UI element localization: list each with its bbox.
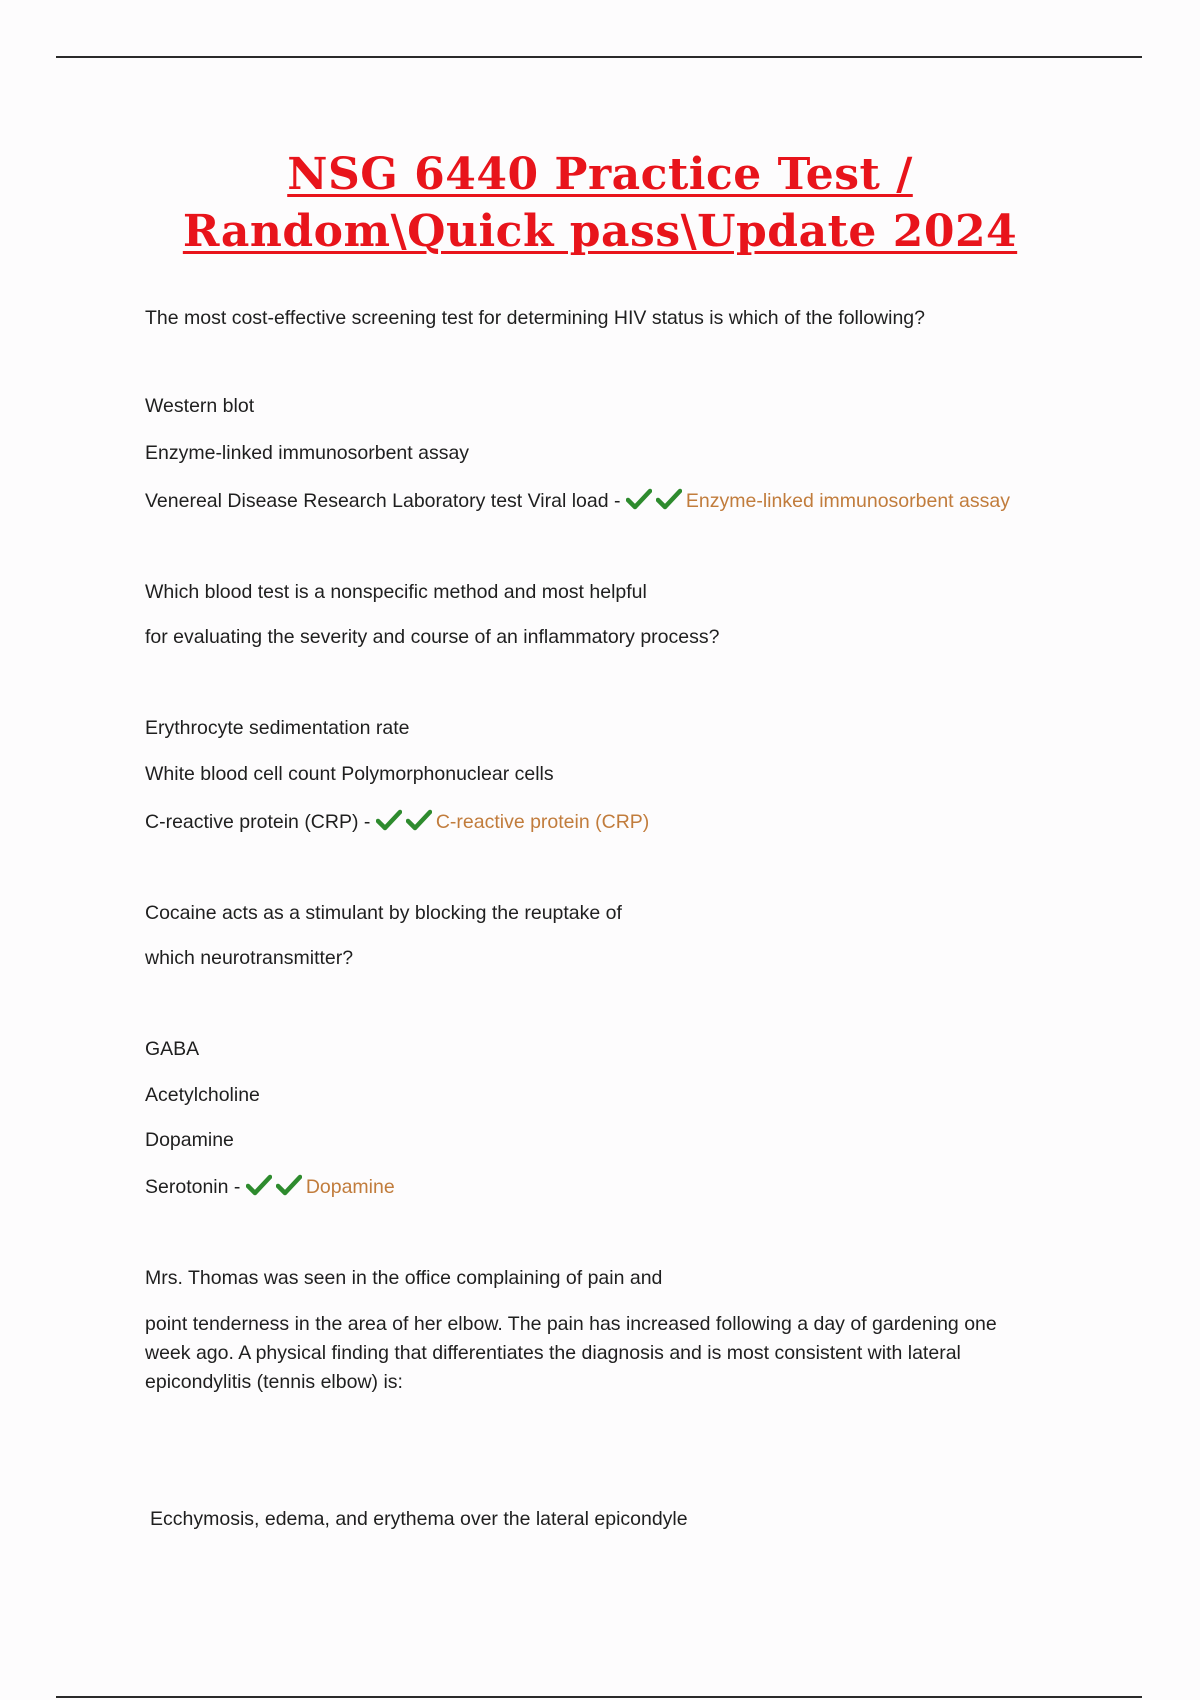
question-1-text: The most cost-effective screening test for determining HIV status is which of the following?	[145, 307, 925, 329]
check-mark-icon	[656, 488, 682, 510]
title-line-2: Random\Quick pass\Update 2024	[182, 206, 1018, 257]
q2-option-1: Erythrocyte sedimentation rate	[145, 717, 410, 739]
q1-option-1: Western blot	[145, 395, 255, 417]
q4-option-1: Ecchymosis, edema, and erythema over the lateral epicondyle	[150, 1508, 688, 1530]
q3-answer: Dopamine	[305, 1176, 395, 1198]
q1-option-3: Venereal Disease Research Laboratory test Viral load -	[145, 490, 621, 512]
check-mark-icon	[626, 488, 652, 510]
top-rule	[56, 56, 1142, 58]
question-3-line-2: which neurotransmitter?	[145, 947, 354, 969]
title-line-1: NSG 6440 Practice Test /	[287, 149, 913, 200]
question-4-line-1: Mrs. Thomas was seen in the office complaining of pain and	[145, 1267, 663, 1289]
q1-option-3-row	[145, 487, 1010, 516]
check-mark-icon	[406, 809, 432, 831]
q3-option-2: Acetylcholine	[145, 1084, 260, 1106]
document-title	[0, 146, 1200, 260]
q1-option-2: Enzyme-linked immunosorbent assay	[145, 442, 470, 464]
q2-answer: C-reactive protein (CRP)	[435, 811, 650, 833]
question-2-line-2: for evaluating the severity and course of an inflammatory process?	[145, 626, 720, 648]
q3-option-4: Serotonin -	[145, 1176, 241, 1198]
q3-option-1: GABA	[145, 1038, 200, 1060]
check-mark-icon	[276, 1174, 302, 1196]
q1-answer: Enzyme-linked immunosorbent assay	[685, 490, 1010, 512]
q2-option-3-row	[145, 808, 649, 837]
q3-option-3: Dopamine	[145, 1129, 234, 1151]
bottom-rule	[56, 1696, 1142, 1698]
q2-option-2: White blood cell count Polymorphonuclear cells	[145, 763, 554, 785]
check-mark-icon	[246, 1174, 272, 1196]
question-3-line-1: Cocaine acts as a stimulant by blocking the reuptake of	[145, 902, 622, 924]
check-mark-icon	[376, 809, 402, 831]
q2-option-3: C-reactive protein (CRP) -	[145, 811, 371, 833]
question-2-line-1: Which blood test is a nonspecific method and most helpful	[145, 581, 647, 603]
q3-option-4-row	[145, 1173, 395, 1202]
question-4-body: point tenderness in the area of her elbow. The pain has increased following a day of gardening one week ago. A physical finding that differentiates the diagnosis and is most consistent with lateral epicondylitis (tennis elbow) is:	[145, 1313, 997, 1393]
